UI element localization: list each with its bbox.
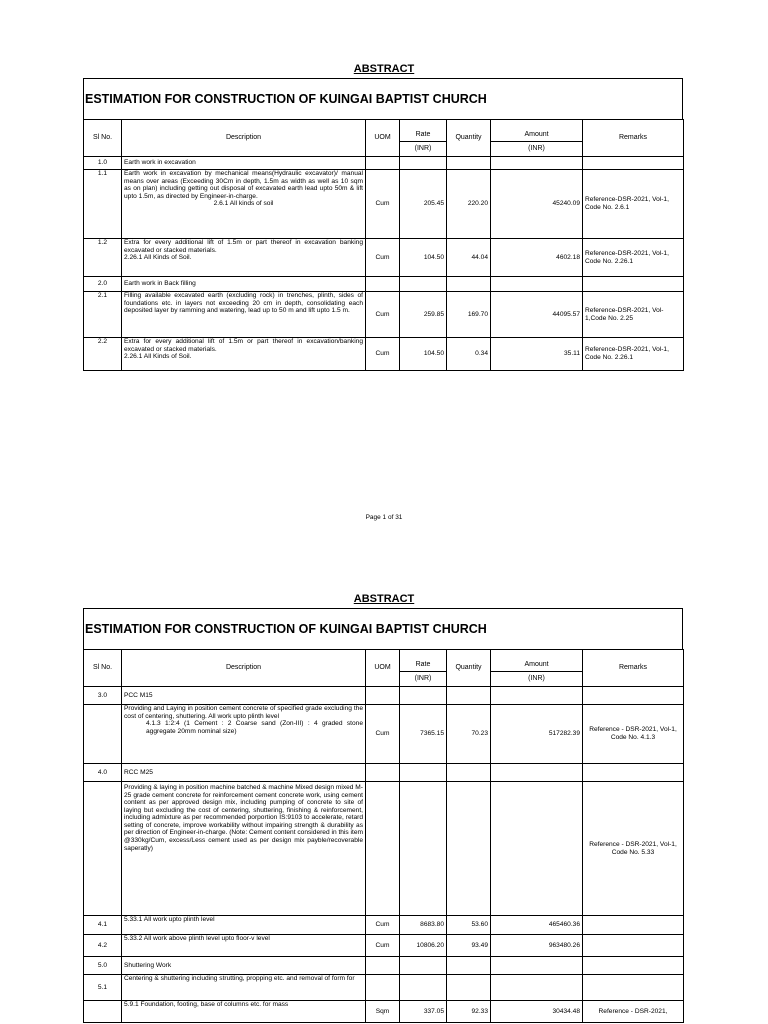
table-row <box>84 338 684 371</box>
page-2 <box>0 580 768 1024</box>
row-quantity: 92.33 <box>447 1001 491 1023</box>
row-remarks: Reference-DSR-2021, Vol-1,Code No. 2.25 <box>583 292 684 338</box>
row-no: 4.2 <box>84 935 122 957</box>
row-quantity: 93.49 <box>447 935 491 957</box>
col-rate-unit: (INR) <box>400 672 447 687</box>
col-amount: Amount <box>491 120 583 142</box>
row-amount: 4602.18 <box>491 239 583 277</box>
row-quantity: 53.60 <box>447 916 491 935</box>
abstract-title: ABSTRACT <box>353 63 415 75</box>
table-row <box>84 764 684 782</box>
col-remarks: Remarks <box>583 650 684 687</box>
row-quantity: 70.23 <box>447 705 491 764</box>
row-description: Earth work in Back filling <box>122 277 366 292</box>
table-row <box>84 782 684 916</box>
row-subitem: 4.1.3 1:2:4 (1 Cement : 2 Coarse sand (Zon-III) : 4 graded stone aggregate 20mm nominal size) <box>146 720 363 735</box>
row-uom: Cum <box>366 239 400 277</box>
table-row <box>84 292 684 338</box>
col-description: Description <box>122 650 366 687</box>
row-description: 5.9.1 Foundation, footing, base of columns etc. for mass <box>122 1001 366 1023</box>
table-row <box>84 157 684 170</box>
row-no: 4.1 <box>84 916 122 935</box>
col-quantity: Quantity <box>447 120 491 157</box>
row-subitem: 2.26.1 All Kinds of Soil. <box>124 353 192 361</box>
row-description: Providing & laying in position machine batched & machine Mixed design mixed M-25 grade cement concrete for reinforcement cement concrete work, using cement content as per approved design mix, including pumping of concrete to site of laying but excluding the cost of centering, shuttering, finishing & reinforcement, including admixture as per recommended porportion IS:9103 to accelerate, retard setting of concrete, improve workability without impairing strength & durability as per direction of Engineer-in-charge. (Note: Cement content considered in this item @330kg/Cum, excess/Less cement used as per design mix payble/recoverable saperatly) <box>122 782 366 916</box>
row-description: Filling available excavated earth (excluding rock) in trenches, plinth, sides of foundations etc. in layers not exceeding 20 cm in depth, consolidating each deposited layer by ramming and watering, lead up to 50 m and lift upto 1.5 m. <box>122 292 366 338</box>
row-no: 1.2 <box>84 239 122 277</box>
col-rate-unit: (INR) <box>400 142 447 157</box>
col-remarks: Remarks <box>583 120 684 157</box>
row-amount: 35.11 <box>491 338 583 371</box>
row-subitem: 2.6.1 All kinds of soil <box>213 200 274 208</box>
row-description: Providing and Laying in position cement concrete of specified grade excluding the cost of centering, shuttering. All work upto plinth level 4.1.3 1:2:4 (1 Cement : 2 Coarse sand (Zon-III) : 4 graded stone aggregate 20mm nominal size) <box>122 705 366 764</box>
row-rate: 337.05 <box>400 1001 447 1023</box>
table-row <box>84 170 684 239</box>
row-no: 5.1 <box>84 975 122 1001</box>
table-row <box>84 687 684 705</box>
row-rate: 8683.80 <box>400 916 447 935</box>
row-no: 3.0 <box>84 687 122 705</box>
row-rate: 205.45 <box>400 170 447 239</box>
row-uom: Cum <box>366 705 400 764</box>
table-row <box>84 975 684 1001</box>
row-no <box>84 782 122 916</box>
col-amount-unit: (INR) <box>491 142 583 157</box>
row-quantity: 0.34 <box>447 338 491 371</box>
row-description: Extra for every additional lift of 1.5m or part thereof in excavation/banking excavated or stacked materials. 2.26.1 All Kinds of Soil. <box>122 338 366 371</box>
row-uom: Sqm <box>366 1001 400 1023</box>
sheet-heading: ESTIMATION FOR CONSTRUCTION OF KUINGAI BAPTIST CHURCH <box>83 608 683 649</box>
abstract-title: ABSTRACT <box>353 593 415 605</box>
row-description: Shuttering Work <box>122 957 366 975</box>
row-description: Centering & shuttering including strutting, propping etc. and removal of form for <box>122 975 366 1001</box>
row-remarks: Reference-DSR-2021, Vol-1, Code No. 2.26.1 <box>583 239 684 277</box>
row-no <box>84 1001 122 1023</box>
row-no: 5.0 <box>84 957 122 975</box>
row-amount: 44095.57 <box>491 292 583 338</box>
row-rate: 259.85 <box>400 292 447 338</box>
row-amount: 45240.09 <box>491 170 583 239</box>
page-footer: Page 1 of 31 <box>365 514 403 521</box>
row-remarks: Reference - DSR-2021, Vol-1, Code No. 4.1.3 <box>583 705 684 764</box>
row-amount: 465460.36 <box>491 916 583 935</box>
row-description: Earth work in excavation by mechanical means(Hydraulic excavator)/ manual means over areas (Exceeding 30Cm in depth, 1.5m as width as well as 10 sqm as on plan) including getting out disposal of excavated earth lead upto 50m & lift upto 1.5m, as directed by Engineer-in-charge. 2.6.1 All kinds of soil <box>122 170 366 239</box>
row-description: RCC M25 <box>122 764 366 782</box>
estimate-sheet <box>83 78 683 371</box>
col-amount: Amount <box>491 650 583 672</box>
row-no: 2.0 <box>84 277 122 292</box>
row-quantity: 169.70 <box>447 292 491 338</box>
row-remarks: Reference - DSR-2021, <box>583 1001 684 1023</box>
row-no <box>84 705 122 764</box>
row-description: 5.33.1 All work upto plinth level <box>122 916 366 935</box>
table-row <box>84 1001 684 1023</box>
row-rate: 7365.15 <box>400 705 447 764</box>
sheet-heading: ESTIMATION FOR CONSTRUCTION OF KUINGAI BAPTIST CHURCH <box>83 78 683 119</box>
estimate-sheet <box>83 608 683 1023</box>
row-description: Earth work in excavation <box>122 157 366 170</box>
row-subitem: 2.26.1 All Kinds of Soil. <box>124 254 192 262</box>
row-rate: 104.50 <box>400 239 447 277</box>
row-rate: 10806.20 <box>400 935 447 957</box>
row-quantity: 44.04 <box>447 239 491 277</box>
col-quantity: Quantity <box>447 650 491 687</box>
row-rate: 104.50 <box>400 338 447 371</box>
col-sl-no: Sl No. <box>84 650 122 687</box>
row-uom: Cum <box>366 916 400 935</box>
table-row <box>84 916 684 935</box>
row-description: PCC M15 <box>122 687 366 705</box>
row-amount: 963480.26 <box>491 935 583 957</box>
col-rate: Rate <box>400 120 447 142</box>
table-row <box>84 277 684 292</box>
col-uom: UOM <box>366 120 400 157</box>
table-row <box>84 935 684 957</box>
row-uom: Cum <box>366 170 400 239</box>
abstract-table <box>83 649 684 1023</box>
row-remarks: Reference - DSR-2021, Vol-1, Code No. 5.33 <box>583 782 684 916</box>
col-amount-unit: (INR) <box>491 672 583 687</box>
row-amount: 517282.39 <box>491 705 583 764</box>
row-remarks: Reference-DSR-2021, Vol-1, Code No. 2.26.1 <box>583 338 684 371</box>
row-no: 2.1 <box>84 292 122 338</box>
table-row <box>84 957 684 975</box>
row-amount: 30434.48 <box>491 1001 583 1023</box>
col-uom: UOM <box>366 650 400 687</box>
row-uom: Cum <box>366 338 400 371</box>
row-quantity: 220.20 <box>447 170 491 239</box>
row-no: 4.0 <box>84 764 122 782</box>
row-remarks: Reference-DSR-2021, Vol-1, Code No. 2.6.1 <box>583 170 684 239</box>
table-row <box>84 705 684 764</box>
col-rate: Rate <box>400 650 447 672</box>
row-no: 1.1 <box>84 170 122 239</box>
col-description: Description <box>122 120 366 157</box>
col-sl-no: Sl No. <box>84 120 122 157</box>
row-description: Extra for every additional lift of 1.5m or part thereof in excavation banking excavated or stacked materials. 2.26.1 All Kinds of Soil. <box>122 239 366 277</box>
row-no: 1.0 <box>84 157 122 170</box>
row-no: 2.2 <box>84 338 122 371</box>
abstract-table <box>83 119 684 371</box>
table-row <box>84 239 684 277</box>
row-uom: Cum <box>366 935 400 957</box>
row-description: 5.33.2 All work above plinth level upto floor-v level <box>122 935 366 957</box>
row-uom: Cum <box>366 292 400 338</box>
